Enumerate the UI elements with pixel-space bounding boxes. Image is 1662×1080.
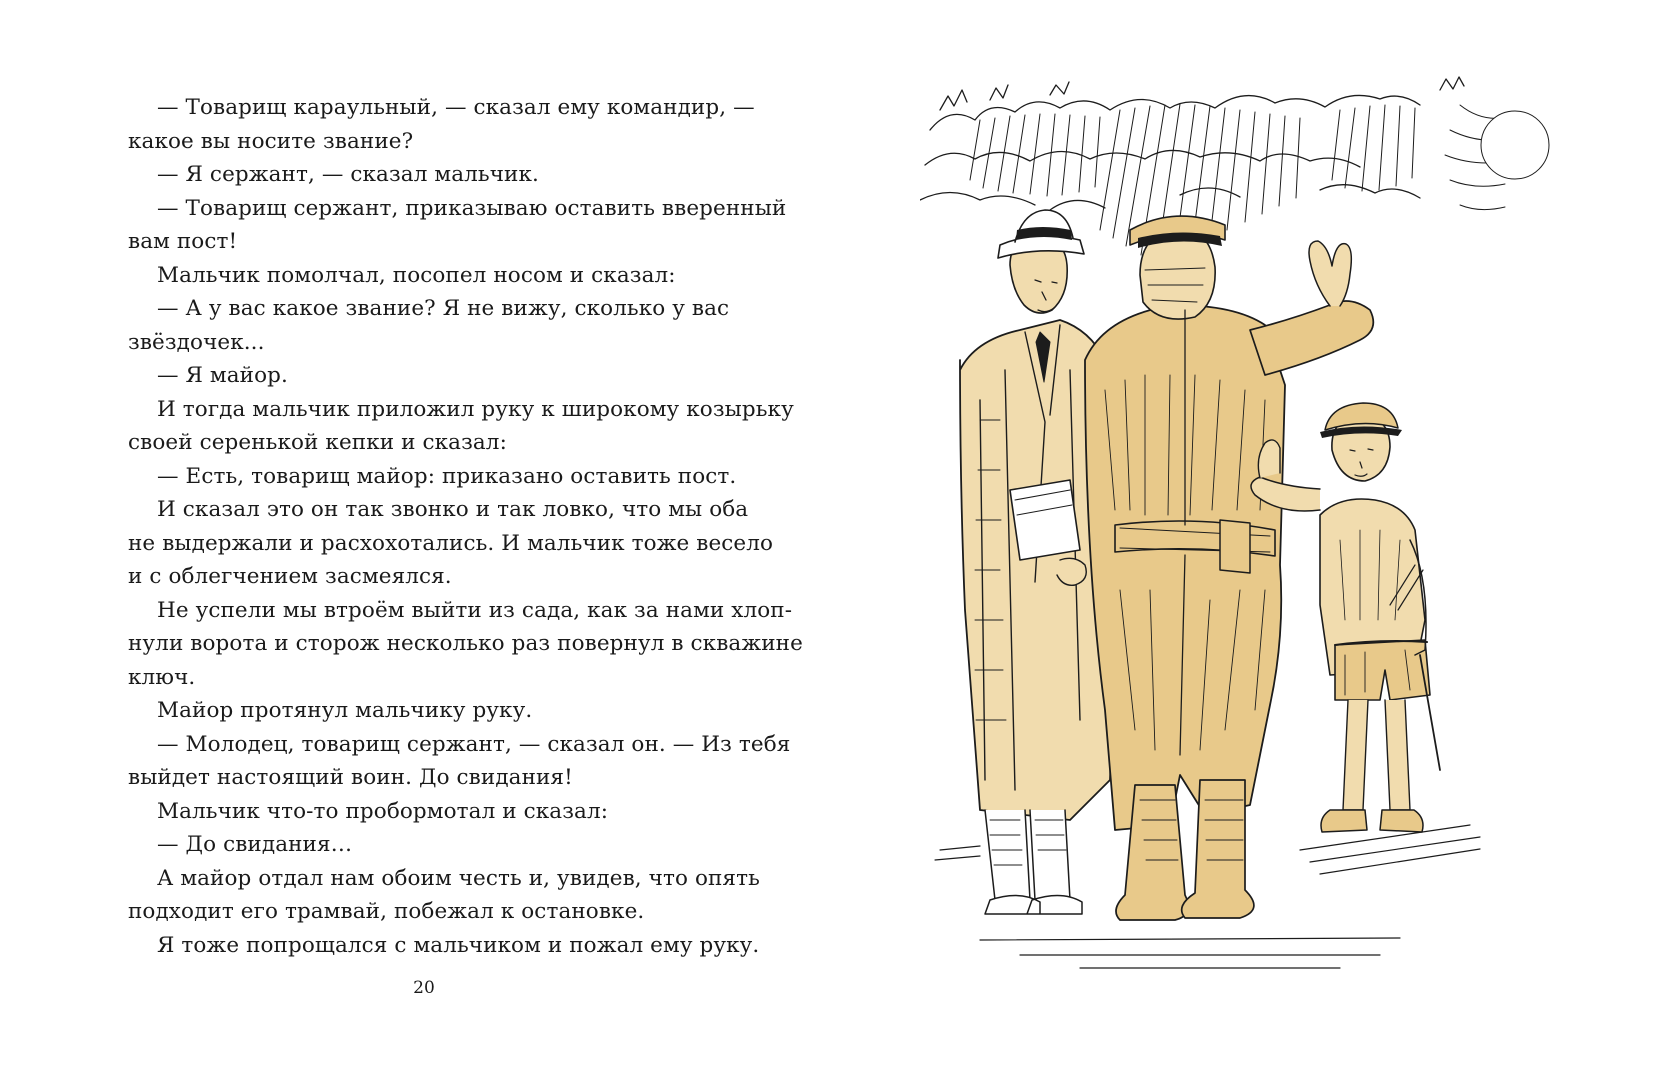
text-line: — Молодец, товарищ сержант, — сказал он. — Из тебя — [157, 731, 791, 757]
text-line: И сказал это он так звонко и так ловко, что мы оба — [157, 497, 749, 522]
text-line: выйдет настоящий воин. До свидания! — [128, 765, 573, 790]
text-line: И тогда мальчик приложил руку к широкому козырьку — [157, 396, 794, 422]
illustration-svg — [920, 70, 1560, 995]
text-line: — Товарищ сержант, приказываю оставить вверенный — [157, 195, 787, 221]
text-line: — Есть, товарищ майор: приказано оставить пост. — [157, 463, 737, 489]
text-line: звёздочек... — [128, 329, 265, 355]
page-number: 20 — [413, 978, 435, 998]
text-line: своей серенькой кепки и сказал: — [128, 430, 507, 455]
text-line: Мальчик что-то пробормотал и сказал: — [157, 798, 609, 824]
text-line: — До свидания… — [157, 832, 353, 857]
text-line: А майор отдал нам обоим честь и, увидев, что опять — [157, 865, 760, 891]
text-line: нули ворота и сторож несколько раз повернул в скважине — [128, 631, 803, 656]
text-line: Мальчик помолчал, посопел носом и сказал: — [157, 262, 676, 288]
illustration — [920, 70, 1560, 995]
text-line: — Товарищ караульный, — сказал ему командир, — — [157, 95, 755, 120]
text-line: — Я сержант, — сказал мальчик. — [157, 162, 539, 187]
text-line: не выдержали и расхохотались. И мальчик тоже весело — [128, 530, 774, 556]
text-line: какое вы носите звание? — [128, 128, 414, 154]
text-line: ключ. — [128, 664, 196, 690]
sun-circle — [1481, 111, 1549, 179]
text-line: Майор протянул мальчику руку. — [157, 698, 533, 723]
text-line: — А у вас какое звание? Я не вижу, сколько у вас — [157, 296, 730, 321]
text-line: Я тоже попрощался с мальчиком и пожал ему руку. — [157, 932, 760, 958]
text-line: вам пост! — [128, 229, 238, 254]
text-line: — Я майор. — [157, 363, 288, 388]
text-line: подходит его трамвай, побежал к остановке. — [128, 899, 645, 924]
text-line: и с облегчением засмеялся. — [128, 564, 452, 589]
text-line: Не успели мы втроём выйти из сада, как за нами хлоп- — [157, 597, 793, 623]
story-text — [128, 91, 803, 962]
